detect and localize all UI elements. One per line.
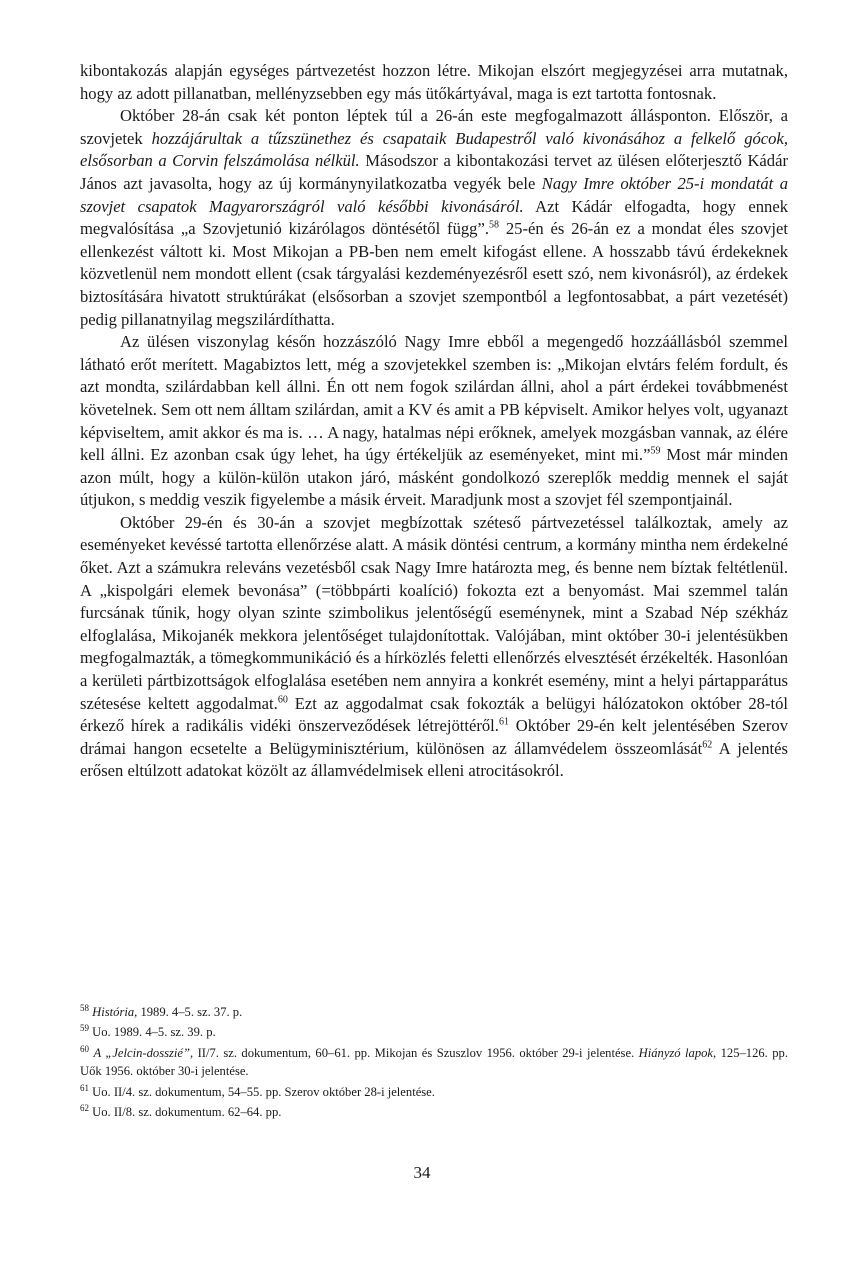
footnote-ref: 60 — [277, 694, 288, 706]
footnote-ref: 58 — [488, 219, 499, 231]
text-run: Uo. II/8. sz. dokumentum. 62–64. pp. — [92, 1105, 282, 1120]
text-run: A jelentés erősen eltúlzott adatokat közölt az államvédelmisek elleni atrocitásokról. — [80, 738, 788, 781]
italic-text: hozzájárultak a tűzszünethez és csapataik Budapestről való kivonásához a felkelő gócok, elsősorban a Corvin felszámolása nélkül. — [80, 128, 788, 171]
footnote-number: 62 — [80, 1102, 89, 1113]
text-run: Az ülésen viszonylag későn hozzászóló Nagy Imre ebből a megengedő hozzáállásból szemmel látható erőt merített. Magabiztos lett, még a szovjetekkel szemben is: „Mikojan elvtárs felém fordult, és azt mondta, szilárdabban kell állni. Én ott nem fogok szilárdan állni, ahol a párt érdekei továbbmenést követelnek. Sem ott nem álltam szilárdan, amit a KV és amit a PB képviselt. Amikor helyes volt, ugyanazt képviseltem, amit akkor és ma is. … A nagy, hatalmas népi erőknek, amelyek mozgásban vannak, az élére kell állni. Ez azonban csak úgy lehet, ha úgy értékeljük az eseményeket, mint mi.” — [80, 332, 788, 465]
text-run: Uo. 1989. 4–5. sz. 39. p. — [92, 1025, 216, 1040]
text-run: 1989. 4–5. sz. 37. p. — [137, 1005, 243, 1019]
footnote-ref: 62 — [702, 739, 713, 751]
footnote — [80, 1023, 788, 1041]
footnote-number: 61 — [80, 1082, 89, 1093]
text-run: kibontakozás alapján egységes pártvezetést hozzon létre. Mikojan elszórt megjegyzései arra mutatnak, hogy az adott pillanatban, mellényzsebben egy más ütőkártyával, maga is ezt tartotta fontosnak. — [80, 61, 788, 103]
footnote-number: 60 — [80, 1043, 89, 1054]
text-run: Másodszor a kibontakozási tervet az ülésen előterjesztő Kádár János azt javasolta, hogy az új kormánynyilatkozatba vegyék bele — [80, 151, 788, 193]
footnote — [80, 1083, 788, 1101]
text-run: Október 28-án csak két ponton léptek túl a 26-án este megfogalmazott állásponton. Először, a szovjetek — [80, 106, 788, 148]
footnote — [80, 1044, 788, 1081]
body-text — [80, 60, 788, 783]
paragraph — [80, 60, 788, 105]
paragraph — [80, 105, 788, 331]
paragraph — [80, 512, 788, 783]
text-run: 125–126. pp. Uők 1956. október 30-i jelentése. — [80, 1045, 788, 1079]
text-run: Azt Kádár elfogadta, hogy ennek megvalósítása „a Szovjetunió kizárólagos döntésétől függ”. — [80, 196, 788, 239]
footnote — [80, 1103, 788, 1121]
footnote-ref: 59 — [650, 445, 661, 457]
text-run: Uo. II/4. sz. dokumentum, 54–55. pp. Szerov október 28-i jelentése. — [92, 1084, 435, 1099]
italic-text: História, — [92, 1005, 138, 1019]
footnote-ref: 61 — [498, 716, 509, 728]
paragraph — [80, 331, 788, 512]
footnotes — [80, 1003, 788, 1123]
footnote-number: 59 — [80, 1023, 89, 1034]
italic-text: A „Jelcin-dosszié” — [93, 1045, 190, 1060]
footnote — [80, 1003, 788, 1021]
text-run: Most már minden azon múlt, hogy a külön-külön utakon járó, másként gondolkozó szereplők meddig mennek el saját útjukon, s meddig veszik figyelembe a másik érveit. Maradjunk most a szovjet fél szempontjainál. — [80, 445, 788, 510]
footnote-number: 58 — [80, 1002, 89, 1013]
page-number: 34 — [413, 1163, 431, 1182]
italic-text: Hiányzó lapok, — [638, 1045, 717, 1060]
text-run: Október 29-én kelt jelentésében Szerov drámai hangon ecsetelte a Belügyminisztérium, különösen az államvédelem összeomlását — [80, 716, 788, 758]
page-body — [80, 60, 788, 783]
text-run: Ezt az aggodalmat csak fokozták a belügyi hálózatokon október 28-tól érkező hírek a radikális vidéki önszerveződések létrejöttéről. — [80, 693, 788, 736]
italic-text: Nagy Imre október 25-i mondatát a szovjet csapatok Magyarországról való későbbi kivonásáról. — [80, 173, 788, 216]
text-run: , II/7. sz. dokumentum, 60–61. pp. Mikojan és Szuszlov 1956. október 29-i jelentése. — [189, 1045, 639, 1060]
text-run: 25-én és 26-án ez a mondat éles szovjet ellenkezést váltott ki. Most Mikojan a PB-ben nem emelt kifogást ellene. A hosszabb távú érdekeknek közvetlenül nem mondott ellent (csak tárgyalási kezdeményezésről esett szó, nem kivonásról), az érdekek biztosítására hivatott struktúrákat (elsősorban a szovjet szempontból a legfontosabbat, a párt vezetését) pedig pillanatnyilag megszilárdíthatta. — [80, 219, 788, 329]
text-run: Október 29-én és 30-án a szovjet megbízottak széteső pártvezetéssel találkoztak, amely az eseményeket kevéssé tartotta ellenőrzése alatt. A másik döntési centrum, a kormány mintha nem érdekelné őket. Azt a számukra releváns vezetésből csak Nagy Imre határozta meg, és benne nem bíztak feltétlenül. A „kispolgári elemek bevonása” (=többpárti koalíció) fokozta ezt a benyomást. Mai szemmel talán furcsának tűnik, hogy olyan szinte szimbolikus jelentőségű eseménynek, mint a Szabad Nép székház elfoglalása, Mikojanék mekkora jelentőséget tulajdonítottak. Valójában, mint október 30-i jelentésükben megfogalmazták, a tömegkommunikáció és a hírközlés feletti ellenőrzés elvesztését érzékelték. Hasonlóan a kerületi pártbizottságok elfoglalása esetében nem annyira a konkrét esemény, mint a helyi pártapparátus szétesése keltett aggodalmat. — [80, 512, 788, 713]
